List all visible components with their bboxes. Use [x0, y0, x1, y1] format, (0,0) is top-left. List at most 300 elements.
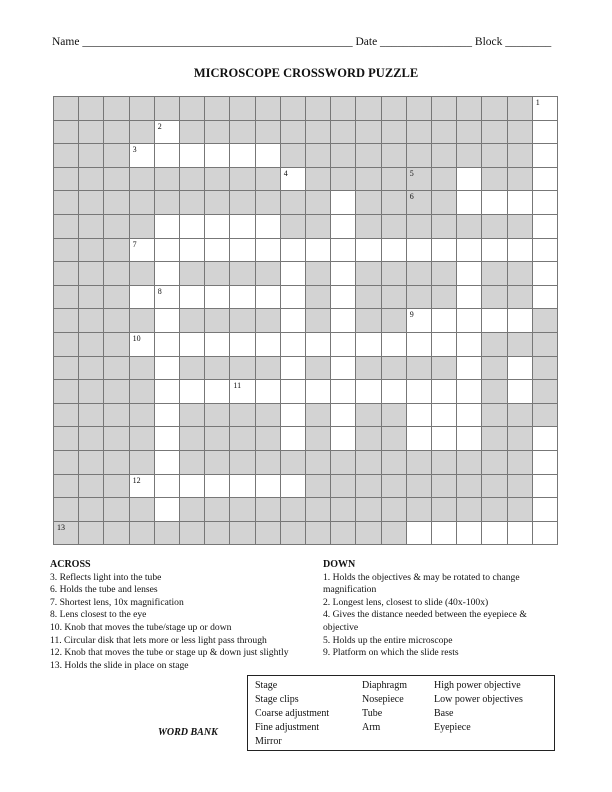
answer-square	[180, 475, 205, 499]
blocked-square	[407, 97, 432, 121]
blocked-square	[54, 451, 79, 475]
answer-square	[457, 309, 482, 333]
blocked-square	[130, 168, 155, 192]
blocked-square	[382, 121, 407, 145]
answer-square	[155, 309, 180, 333]
blocked-square	[407, 498, 432, 522]
blocked-square	[482, 380, 507, 404]
answer-square	[130, 333, 155, 357]
blocked-square	[130, 262, 155, 286]
blocked-square	[432, 215, 457, 239]
answer-square	[331, 191, 356, 215]
blocked-square	[331, 121, 356, 145]
clue-number: 7	[132, 239, 137, 249]
blocked-square	[407, 191, 432, 215]
answer-square	[331, 286, 356, 310]
blocked-square	[432, 262, 457, 286]
blocked-square	[79, 286, 104, 310]
answer-square	[281, 427, 306, 451]
blocked-square	[54, 191, 79, 215]
blocked-square	[356, 144, 381, 168]
blocked-square	[457, 121, 482, 145]
blocked-square	[306, 121, 331, 145]
blocked-square	[180, 427, 205, 451]
answer-square	[407, 427, 432, 451]
answer-square	[533, 191, 558, 215]
blocked-square	[356, 215, 381, 239]
answer-square	[533, 262, 558, 286]
blocked-square	[356, 522, 381, 546]
answer-square	[130, 475, 155, 499]
blocked-square	[533, 404, 558, 428]
answer-square	[230, 333, 255, 357]
answer-square	[432, 309, 457, 333]
answer-square	[533, 498, 558, 522]
blocked-square	[230, 357, 255, 381]
answer-square	[306, 239, 331, 263]
blocked-square	[382, 357, 407, 381]
blocked-square	[180, 191, 205, 215]
blocked-square	[306, 404, 331, 428]
blocked-square	[281, 522, 306, 546]
blocked-square	[79, 333, 104, 357]
blocked-square	[382, 215, 407, 239]
answer-square	[482, 239, 507, 263]
answer-square	[130, 144, 155, 168]
blocked-square	[104, 309, 129, 333]
blocked-square	[230, 168, 255, 192]
answer-square	[508, 357, 533, 381]
blocked-square	[508, 144, 533, 168]
blocked-square	[256, 168, 281, 192]
blocked-square	[180, 262, 205, 286]
answer-square	[533, 97, 558, 121]
blocked-square	[508, 262, 533, 286]
word-bank-word: Mirror	[255, 736, 282, 747]
blocked-square	[356, 286, 381, 310]
blocked-square	[533, 309, 558, 333]
blocked-square	[382, 286, 407, 310]
blocked-square	[306, 522, 331, 546]
blocked-square	[79, 97, 104, 121]
blocked-square	[155, 522, 180, 546]
word-bank-box	[247, 675, 555, 751]
blocked-square	[508, 286, 533, 310]
blocked-square	[155, 97, 180, 121]
down-clue: 2. Longest lens, closest to slide (40x-100x)	[323, 596, 489, 608]
blocked-square	[482, 475, 507, 499]
word-bank-word: Arm	[362, 722, 381, 733]
answer-square	[457, 404, 482, 428]
answer-square	[130, 286, 155, 310]
blocked-square	[79, 498, 104, 522]
blocked-square	[104, 262, 129, 286]
blocked-square	[79, 357, 104, 381]
answer-square	[457, 333, 482, 357]
blocked-square	[130, 522, 155, 546]
across-clue: 12. Knob that moves the tube or stage up & down just slightly	[50, 647, 289, 659]
blocked-square	[256, 404, 281, 428]
answer-square	[457, 191, 482, 215]
blocked-square	[180, 451, 205, 475]
blocked-square	[205, 97, 230, 121]
blocked-square	[432, 498, 457, 522]
blocked-square	[432, 451, 457, 475]
answer-square	[205, 239, 230, 263]
answer-square	[155, 451, 180, 475]
blocked-square	[54, 286, 79, 310]
blocked-square	[407, 144, 432, 168]
blocked-square	[256, 451, 281, 475]
answer-square	[230, 215, 255, 239]
blocked-square	[104, 286, 129, 310]
answer-square	[457, 522, 482, 546]
blocked-square	[79, 168, 104, 192]
blocked-square	[331, 97, 356, 121]
answer-square	[306, 333, 331, 357]
blocked-square	[407, 451, 432, 475]
blocked-square	[482, 262, 507, 286]
blocked-square	[508, 168, 533, 192]
answer-square	[155, 475, 180, 499]
blocked-square	[407, 262, 432, 286]
blocked-square	[79, 191, 104, 215]
word-bank-label: WORD BANK	[158, 727, 218, 738]
down-clue: 1. Holds the objectives & may be rotated to change magnification	[323, 571, 520, 596]
blocked-square	[256, 427, 281, 451]
blocked-square	[508, 451, 533, 475]
answer-square	[457, 262, 482, 286]
blocked-square	[256, 121, 281, 145]
blocked-square	[104, 380, 129, 404]
blocked-square	[104, 357, 129, 381]
answer-square	[482, 191, 507, 215]
blocked-square	[54, 97, 79, 121]
blocked-square	[205, 404, 230, 428]
blocked-square	[533, 333, 558, 357]
answer-square	[155, 144, 180, 168]
blocked-square	[130, 191, 155, 215]
blocked-square	[382, 97, 407, 121]
blocked-square	[306, 262, 331, 286]
clue-number: 9	[409, 310, 414, 320]
blocked-square	[130, 97, 155, 121]
answer-square	[155, 262, 180, 286]
word-bank-word: Coarse adjustment	[255, 708, 330, 719]
answer-square	[256, 239, 281, 263]
blocked-square	[306, 191, 331, 215]
blocked-square	[382, 309, 407, 333]
answer-square	[256, 215, 281, 239]
blocked-square	[356, 309, 381, 333]
word-bank-word: Base	[434, 708, 454, 719]
answer-square	[205, 286, 230, 310]
answer-square	[281, 357, 306, 381]
blocked-square	[356, 97, 381, 121]
blocked-square	[79, 121, 104, 145]
answer-square	[432, 333, 457, 357]
blocked-square	[482, 451, 507, 475]
blocked-square	[482, 97, 507, 121]
answer-square	[533, 121, 558, 145]
blocked-square	[508, 427, 533, 451]
blocked-square	[281, 121, 306, 145]
blocked-square	[205, 357, 230, 381]
blocked-square	[79, 239, 104, 263]
blocked-square	[205, 191, 230, 215]
blocked-square	[482, 215, 507, 239]
blocked-square	[457, 215, 482, 239]
answer-square	[281, 168, 306, 192]
answer-square	[180, 239, 205, 263]
blocked-square	[230, 262, 255, 286]
answer-square	[432, 404, 457, 428]
across-clues	[50, 559, 308, 672]
down-clue: 9. Platform on which the slide rests	[323, 647, 459, 659]
blocked-square	[54, 522, 79, 546]
blocked-square	[79, 475, 104, 499]
blocked-square	[256, 97, 281, 121]
blocked-square	[382, 498, 407, 522]
blocked-square	[457, 498, 482, 522]
blocked-square	[54, 262, 79, 286]
blocked-square	[508, 404, 533, 428]
blocked-square	[281, 215, 306, 239]
blocked-square	[54, 380, 79, 404]
answer-square	[331, 215, 356, 239]
answer-square	[407, 380, 432, 404]
blocked-square	[508, 333, 533, 357]
blocked-square	[356, 451, 381, 475]
page-title: MICROSCOPE CROSSWORD PUZZLE	[193, 66, 419, 80]
blocked-square	[432, 144, 457, 168]
blocked-square	[205, 522, 230, 546]
blocked-square	[306, 144, 331, 168]
answer-square	[356, 380, 381, 404]
blocked-square	[432, 286, 457, 310]
blocked-square	[130, 121, 155, 145]
blocked-square	[356, 498, 381, 522]
blocked-square	[482, 404, 507, 428]
answer-square	[281, 262, 306, 286]
blocked-square	[306, 357, 331, 381]
answer-square	[281, 239, 306, 263]
word-bank-word: Diaphragm	[362, 680, 407, 691]
blocked-square	[180, 522, 205, 546]
blocked-square	[407, 215, 432, 239]
blocked-square	[331, 475, 356, 499]
blocked-square	[79, 262, 104, 286]
answer-square	[155, 380, 180, 404]
blocked-square	[54, 215, 79, 239]
blocked-square	[79, 451, 104, 475]
blocked-square	[356, 404, 381, 428]
answer-square	[432, 522, 457, 546]
blocked-square	[457, 475, 482, 499]
blocked-square	[54, 239, 79, 263]
answer-square	[230, 475, 255, 499]
blocked-square	[281, 144, 306, 168]
blocked-square	[382, 427, 407, 451]
blocked-square	[382, 168, 407, 192]
blocked-square	[256, 357, 281, 381]
answer-square	[230, 380, 255, 404]
answer-square	[533, 144, 558, 168]
clue-number: 12	[132, 475, 141, 485]
blocked-square	[508, 498, 533, 522]
answer-square	[457, 239, 482, 263]
answer-square	[457, 286, 482, 310]
blocked-square	[155, 191, 180, 215]
blocked-square	[407, 168, 432, 192]
blocked-square	[130, 380, 155, 404]
blocked-square	[508, 97, 533, 121]
blocked-square	[79, 522, 104, 546]
answer-square	[407, 522, 432, 546]
blocked-square	[356, 427, 381, 451]
blocked-square	[533, 380, 558, 404]
blocked-square	[104, 215, 129, 239]
blocked-square	[54, 427, 79, 451]
blocked-square	[256, 309, 281, 333]
blocked-square	[508, 475, 533, 499]
word-bank-word: Tube	[362, 708, 383, 719]
blocked-square	[54, 475, 79, 499]
blocked-square	[205, 451, 230, 475]
clue-number: 11	[233, 381, 242, 391]
down-clue: 4. Gives the distance needed between the eyepiece & objective	[323, 609, 527, 633]
blocked-square	[130, 427, 155, 451]
blocked-square	[104, 498, 129, 522]
word-bank-word: Stage	[255, 680, 278, 691]
blocked-square	[79, 404, 104, 428]
across-clue: 13. Holds the slide in place on stage	[50, 659, 189, 671]
answer-square	[331, 262, 356, 286]
answer-square	[533, 451, 558, 475]
answer-square	[331, 357, 356, 381]
answer-square	[230, 286, 255, 310]
blocked-square	[79, 144, 104, 168]
blocked-square	[356, 168, 381, 192]
blocked-square	[180, 498, 205, 522]
blocked-square	[230, 427, 255, 451]
blocked-square	[205, 427, 230, 451]
answer-square	[508, 380, 533, 404]
blocked-square	[180, 97, 205, 121]
blocked-square	[482, 427, 507, 451]
answer-square	[155, 333, 180, 357]
answer-square	[432, 380, 457, 404]
answer-square	[256, 333, 281, 357]
answer-square	[356, 239, 381, 263]
answer-square	[180, 215, 205, 239]
blocked-square	[54, 168, 79, 192]
blocked-square	[457, 97, 482, 121]
word-bank-column	[255, 679, 329, 749]
blocked-square	[180, 357, 205, 381]
blocked-square	[230, 309, 255, 333]
word-bank-column	[434, 679, 523, 735]
blocked-square	[256, 191, 281, 215]
clue-number: 2	[157, 121, 162, 131]
word-bank-word: Low power objectives	[434, 694, 523, 705]
answer-square	[533, 427, 558, 451]
blocked-square	[508, 121, 533, 145]
blocked-square	[104, 475, 129, 499]
blocked-square	[432, 357, 457, 381]
answer-square	[382, 380, 407, 404]
blocked-square	[230, 522, 255, 546]
answer-square	[331, 309, 356, 333]
blocked-square	[104, 239, 129, 263]
blocked-square	[482, 333, 507, 357]
blocked-square	[482, 121, 507, 145]
blocked-square	[432, 475, 457, 499]
answer-square	[180, 286, 205, 310]
blocked-square	[482, 498, 507, 522]
blocked-square	[382, 191, 407, 215]
answer-square	[331, 380, 356, 404]
blocked-square	[104, 144, 129, 168]
answer-square	[331, 427, 356, 451]
blocked-square	[205, 309, 230, 333]
answer-square	[230, 239, 255, 263]
blocked-square	[230, 404, 255, 428]
answer-square	[130, 239, 155, 263]
answer-square	[508, 522, 533, 546]
across-clue: 7. Shortest lens, 10x magnification	[50, 596, 184, 608]
answer-square	[356, 333, 381, 357]
blocked-square	[130, 215, 155, 239]
name-date-block-line: Name _______________________________________________ Date ________________ Block ________	[52, 36, 552, 48]
word-bank-word: High power objective	[434, 680, 521, 691]
down-clues	[323, 559, 563, 660]
blocked-square	[407, 357, 432, 381]
blocked-square	[457, 451, 482, 475]
blocked-square	[331, 144, 356, 168]
blocked-square	[382, 404, 407, 428]
blocked-square	[230, 97, 255, 121]
blocked-square	[104, 168, 129, 192]
blocked-square	[306, 427, 331, 451]
answer-square	[180, 333, 205, 357]
blocked-square	[382, 144, 407, 168]
down-heading: DOWN	[323, 559, 356, 570]
answer-square	[508, 191, 533, 215]
blocked-square	[180, 404, 205, 428]
blocked-square	[306, 97, 331, 121]
answer-square	[533, 475, 558, 499]
answer-square	[407, 309, 432, 333]
answer-square	[482, 522, 507, 546]
blocked-square	[331, 451, 356, 475]
answer-square	[205, 380, 230, 404]
blocked-square	[356, 357, 381, 381]
across-clue: 3. Reflects light into the tube	[50, 571, 162, 583]
word-bank-column	[362, 679, 407, 735]
answer-square	[155, 427, 180, 451]
blocked-square	[306, 475, 331, 499]
blocked-square	[130, 451, 155, 475]
answer-square	[281, 475, 306, 499]
blocked-square	[230, 191, 255, 215]
blocked-square	[256, 498, 281, 522]
blocked-square	[54, 333, 79, 357]
answer-square	[256, 380, 281, 404]
blocked-square	[230, 498, 255, 522]
blocked-square	[130, 357, 155, 381]
blocked-square	[482, 357, 507, 381]
